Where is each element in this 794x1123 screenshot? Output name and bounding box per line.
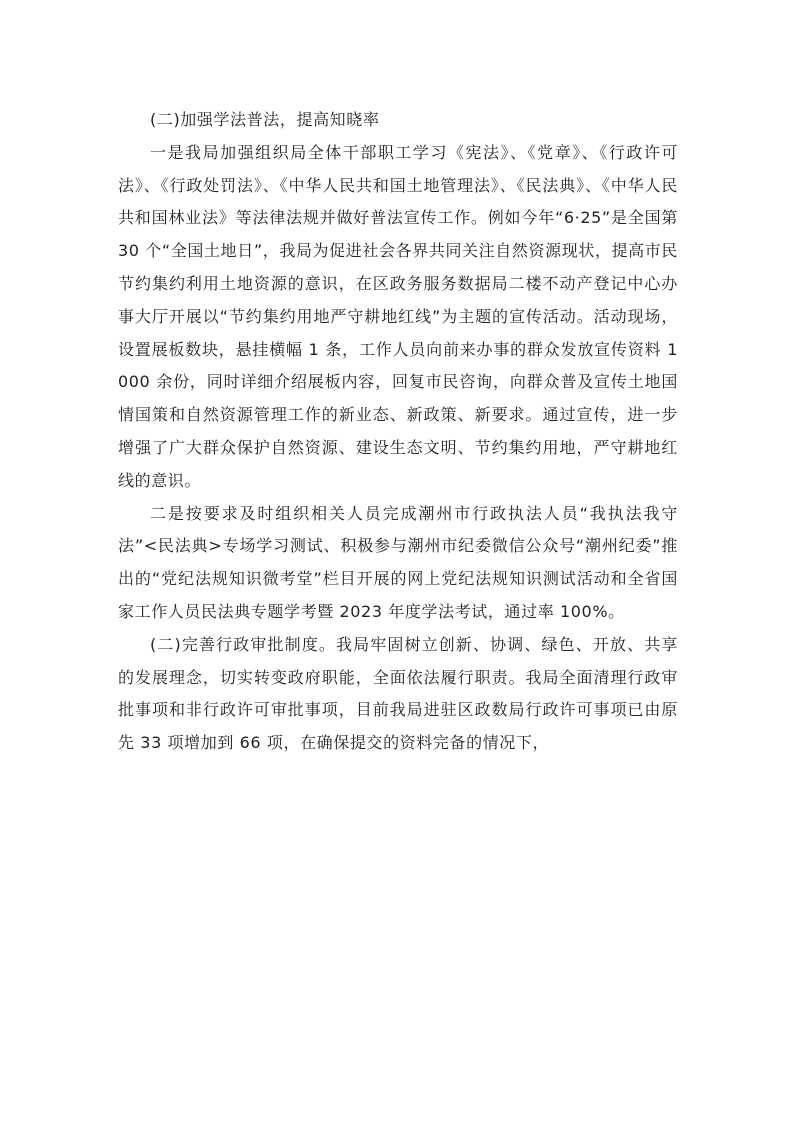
paragraph-law-testing: 二是按要求及时组织相关人员完成潮州市行政执法人员“我执法我守法”<民法典>专场学习测试、积极参与潮州市纪委微信公众号“潮州纪委”推出的“党纪法规知识微考堂”栏目开展的网上党纪法规知识测试活动和全省国家工作人员民法典专题学考暨 2023 年度学法考试，通过率 100%。 bbox=[118, 503, 678, 621]
section-heading: (二)加强学法普法，提高知晓率 bbox=[150, 110, 380, 129]
paragraph-administrative-approval: (二)完善行政审批制度。我局牢固树立创新、协调、绿色、开放、共享的发展理念，切实转变政府职能，全面依法履行职责。我局全面清理行政审批事项和非行政许可审批事项，目前我局进驻区政数局行政许可事项已由原先 33 项增加到 66 项，在确保提交的资料完备的情况下， bbox=[118, 634, 678, 753]
document-page bbox=[118, 104, 678, 760]
paragraph-legal-education: 一是我局加强组织局全体干部职工学习《宪法》、《党章》、《行政许可法》、《行政处罚法》、《中华人民共和国土地管理法》、《民法典》、《中华人民共和国林业法》等法律法规并做好普法宣传工作。例如今年“6·25”是全国第 30 个“全国土地日”，我局为促进社会各界共同关注自然资源现状，提高市民节约集约利用土地资源的意识，在区政务服务数据局二楼不动产登记中心办事大厅开展以“节约集约用地严守耕地红线”为主题的宣传活动。活动现场，设置展板数块，悬挂横幅 1 条，工作人员向前来办事的群众发放宣传资料 1000 余份，同时详细介绍展板内容，回复市民咨询，向群众普及宣传土地国情国策和自然资源管理工作的新业态、新政策、新要求。通过宣传，进一步增强了广大群众保护自然资源、建设生态文明、节约集约用地，严守耕地红线的意识。 bbox=[118, 142, 678, 490]
